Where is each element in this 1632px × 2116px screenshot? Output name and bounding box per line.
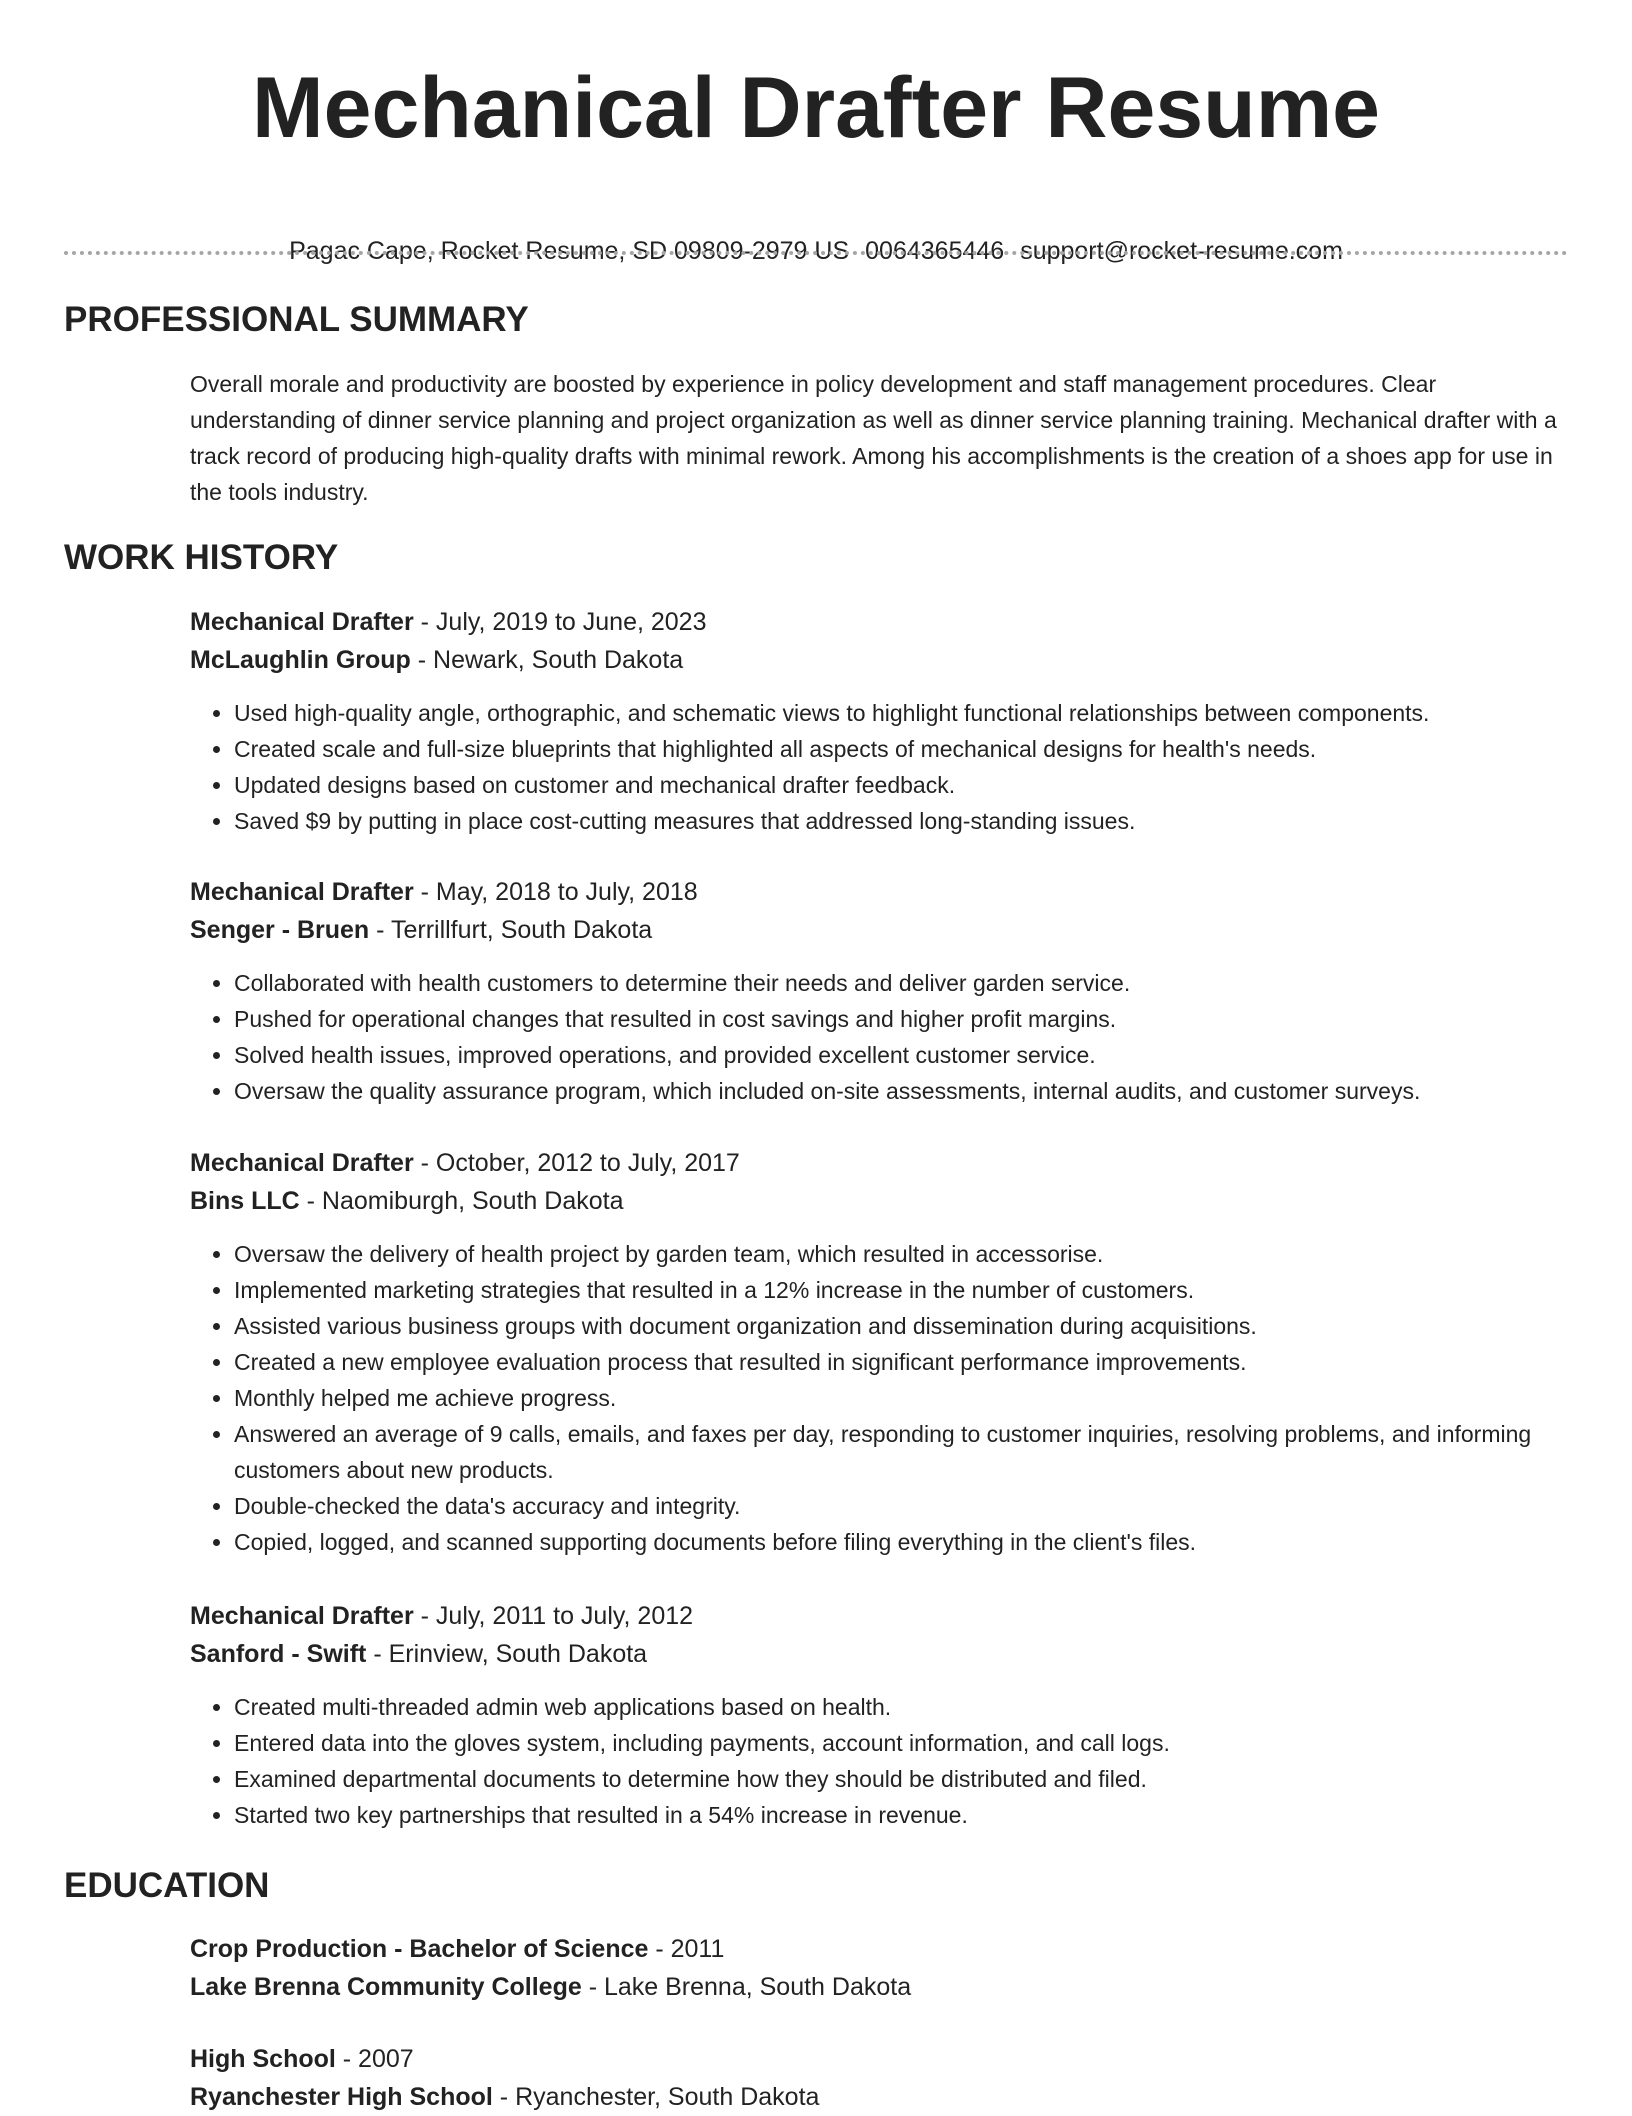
duty-item: • Answered an average of 9 calls, emails, and faxes per day, responding to customer inquiries, resolving problems, and informing customers about new products. <box>234 1416 1590 1488</box>
job-duties <box>190 1689 1590 1833</box>
job-title-line <box>190 603 1590 641</box>
duty-item: • Created scale and full-size blueprints that highlighted all aspects of mechanical designs for health's needs. <box>234 731 1590 767</box>
duty-item: • Saved $9 by putting in place cost-cutting measures that addressed long-standing issues. <box>234 803 1590 839</box>
education-location: - Lake Brenna, South Dakota <box>581 1973 912 2001</box>
summary-text: Overall morale and productivity are boosted by experience in policy development and staff management procedures. Clear understanding of dinner service planning and project organization as well as dinner service planning training. Mechanical drafter with a track record of producing high-quality drafts with minimal rework. Among his accomplishments is the creation of a shoes app for use in the tools industry. <box>190 371 1557 505</box>
duty-item: • Solved health issues, improved operations, and provided excellent customer service. <box>234 1037 1590 1073</box>
education-degree: High School <box>190 2045 336 2073</box>
job-company: McLaughlin Group <box>190 646 411 674</box>
education-degree-line <box>190 2040 1590 2078</box>
duty-item: • Double-checked the data's accuracy and integrity. <box>234 1488 1590 1524</box>
job-location: - Newark, South Dakota <box>410 646 684 674</box>
education-location: - Ryanchester, South Dakota <box>492 2083 820 2111</box>
job-title: Mechanical Drafter <box>190 1149 414 1177</box>
job-title: Mechanical Drafter <box>190 608 414 636</box>
duty-item: • Oversaw the delivery of health project by garden team, which resulted in accessorise. <box>234 1236 1590 1272</box>
job-company-line <box>190 1635 1590 1673</box>
job-entry <box>190 1144 1590 1560</box>
job-duties <box>190 695 1590 839</box>
job-company-line <box>190 911 1590 949</box>
work-history-heading: WORK HISTORY <box>64 538 339 577</box>
job-duties <box>190 1236 1590 1560</box>
education-entry <box>190 2040 1590 2116</box>
job-company: Sanford - Swift <box>190 1640 367 1668</box>
contact-address: Pagac Cape, Rocket Resume, SD 09809-2979 US <box>289 237 850 265</box>
job-title: Mechanical Drafter <box>190 878 414 906</box>
job-company-line <box>190 641 1590 679</box>
job-dates: - October, 2012 to July, 2017 <box>413 1149 740 1177</box>
job-location: - Naomiburgh, South Dakota <box>299 1187 624 1215</box>
job-duties <box>190 965 1590 1109</box>
job-dates: - July, 2011 to July, 2012 <box>413 1602 694 1630</box>
header-divider <box>64 251 1568 255</box>
summary-heading: PROFESSIONAL SUMMARY <box>64 300 529 339</box>
education-school-line <box>190 1968 1590 2006</box>
job-entry <box>190 603 1590 839</box>
duty-item: • Used high-quality angle, orthographic, and schematic views to highlight functional relationships between components. <box>234 695 1590 731</box>
education-school-line <box>190 2078 1590 2116</box>
job-entry <box>190 1597 1590 1833</box>
job-company-line <box>190 1182 1590 1220</box>
contact-email: support@rocket-resume.com <box>1020 237 1343 265</box>
job-title-line <box>190 1597 1590 1635</box>
duty-item: • Collaborated with health customers to determine their needs and deliver garden service. <box>234 965 1590 1001</box>
education-entry <box>190 1930 1590 2006</box>
duty-item: • Updated designs based on customer and mechanical drafter feedback. <box>234 767 1590 803</box>
education-year: - 2007 <box>335 2045 414 2073</box>
job-location: - Terrillfurt, South Dakota <box>369 916 653 944</box>
job-title-line <box>190 873 1590 911</box>
job-title-line <box>190 1144 1590 1182</box>
education-heading: EDUCATION <box>64 1866 270 1905</box>
job-company: Bins LLC <box>190 1187 300 1215</box>
education-degree: Crop Production - Bachelor of Science <box>190 1935 649 1963</box>
duty-item: • Created a new employee evaluation process that resulted in significant performance improvements. <box>234 1344 1590 1380</box>
education-year: - 2011 <box>648 1935 725 1963</box>
job-company: Senger - Bruen <box>190 916 370 944</box>
duty-item: • Started two key partnerships that resulted in a 54% increase in revenue. <box>234 1797 1590 1833</box>
duty-item: • Oversaw the quality assurance program, which included on-site assessments, internal audits, and customer surveys. <box>234 1073 1590 1109</box>
job-dates: - July, 2019 to June, 2023 <box>413 608 707 636</box>
education-degree-line <box>190 1930 1590 1968</box>
duty-item: • Examined departmental documents to determine how they should be distributed and filed. <box>234 1761 1590 1797</box>
job-title: Mechanical Drafter <box>190 1602 414 1630</box>
education-school: Lake Brenna Community College <box>190 1973 582 2001</box>
duty-item: • Copied, logged, and scanned supporting documents before filing everything in the client's files. <box>234 1524 1590 1560</box>
duty-item: • Monthly helped me achieve progress. <box>234 1380 1590 1416</box>
duty-item: • Created multi-threaded admin web applications based on health. <box>234 1689 1590 1725</box>
duty-item: • Entered data into the gloves system, including payments, account information, and call logs. <box>234 1725 1590 1761</box>
education-school: Ryanchester High School <box>190 2083 493 2111</box>
duty-item: • Pushed for operational changes that resulted in cost savings and higher profit margins. <box>234 1001 1590 1037</box>
contact-phone: 0064365446 <box>865 237 1005 265</box>
duty-item: • Implemented marketing strategies that resulted in a 12% increase in the number of customers. <box>234 1272 1590 1308</box>
job-entry <box>190 873 1590 1109</box>
job-dates: - May, 2018 to July, 2018 <box>413 878 698 906</box>
resume-title: Mechanical Drafter Resume <box>252 60 1380 156</box>
duty-item: • Assisted various business groups with document organization and dissemination during acquisitions. <box>234 1308 1590 1344</box>
job-location: - Erinview, South Dakota <box>366 1640 648 1668</box>
